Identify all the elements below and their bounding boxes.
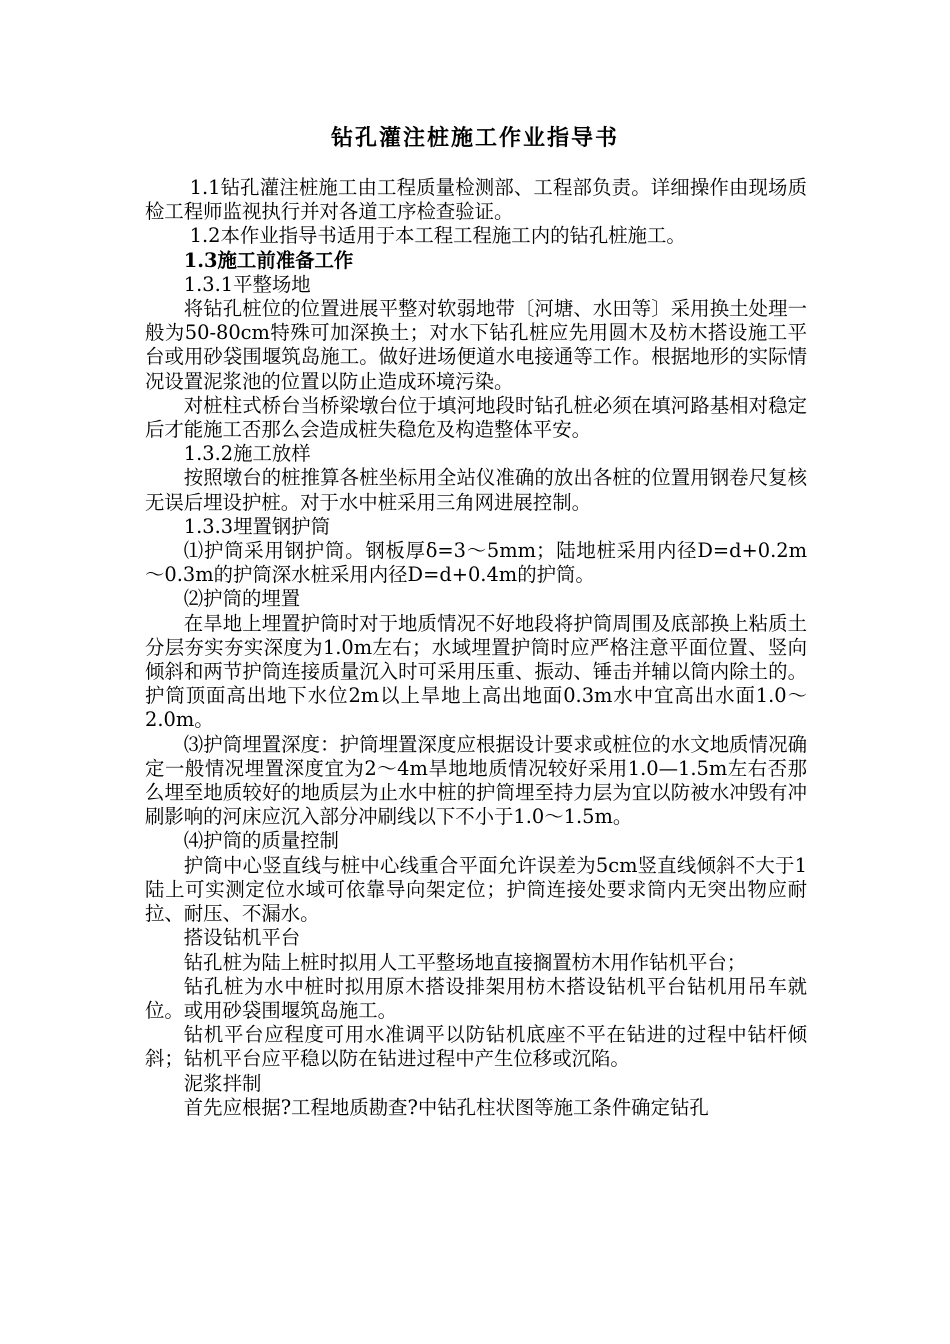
paragraph-casing-embedding: 在旱地上埋置护筒时对于地质情况不好地段将护筒周围及底部换上粘质土分层夯实夯实深度为1.0m左右；水域埋置护筒时应严格注意平面位置、竖向倾斜和两节护筒连接质量沉入时可采用压重、振动、锤击并辅以筒内除土的。护筒顶面高出地下水位2m以上旱地上高出地面0.3m水中宜高出水面1.0～2.0m。 bbox=[145, 611, 807, 732]
paragraph-1-2: 1.2本作业指导书适用于本工程工程施工内的钻孔桩施工。 bbox=[189, 224, 686, 248]
heading-1-3-3: 1.3.3埋置钢护筒 bbox=[183, 514, 331, 538]
heading-1-3: 1.3施工前准备工作 bbox=[183, 248, 354, 272]
paragraph-platform-level: 钻机平台应程度可用水准调平以防钻机底座不平在钻进的过程中钻杆倾斜；钻机平台应平稳以防在钻进过程中产生位移或沉陷。 bbox=[145, 1023, 807, 1071]
heading-casing-embedding: ⑵护筒的埋置 bbox=[183, 587, 301, 611]
paragraph-land-platform: 钻孔桩为陆上桩时拟用人工平整场地直接搁置枋木用作钻机平台； bbox=[183, 950, 747, 974]
heading-mud-mixing: 泥浆拌制 bbox=[183, 1071, 262, 1095]
paragraph-casing-quality: 护筒中心竖直线与桩中心线重合平面允许误差为5cm竖直线倾斜不大于1陆上可实测定位水域可依靠导向架定位；护筒连接处要求筒内无突出物应耐拉、耐压、不漏水。 bbox=[145, 853, 807, 926]
paragraph-abutment: 对桩柱式桥台当桥梁墩台位于填河地段时钻孔桩必须在填河路基相对稳定后才能施工否那么会造成桩失稳危及构造整体平安。 bbox=[145, 393, 807, 442]
paragraph-1-1: 1.1钻孔灌注桩施工由工程质量检测部、工程部负责。详细操作由现场质检工程师监视执行并对各道工序检查验证。 bbox=[145, 176, 807, 224]
paragraph-mud-mixing: 首先应根据?工程地质勘查?中钻孔柱状图等施工条件确定钻孔 bbox=[183, 1095, 709, 1119]
document-title: 钻孔灌注桩施工作业指导书 bbox=[330, 125, 619, 151]
heading-1-3-2: 1.3.2施工放样 bbox=[183, 442, 311, 466]
paragraph-casing-material: ⑴护筒采用钢护筒。钢板厚δ=3～5mm；陆地桩采用内径D=d+0.2m～0.3m的护筒深水桩采用内径D=d+0.4m的护筒。 bbox=[145, 539, 807, 587]
heading-1-3-1: 1.3.1平整场地 bbox=[183, 272, 311, 296]
heading-casing-quality: ⑷护筒的质量控制 bbox=[183, 829, 339, 853]
paragraph-layout: 按照墩台的桩推算各桩坐标用全站仪准确的放出各桩的位置用钢卷尺复核无误后埋设护桩。对于水中桩采用三角网进展控制。 bbox=[145, 466, 807, 514]
paragraph-water-platform: 钻孔桩为水中桩时拟用原木搭设排架用枋木搭设钻机平台钻机用吊车就位。或用砂袋围堰筑岛施工。 bbox=[145, 974, 807, 1022]
paragraph-casing-depth: ⑶护筒埋置深度：护筒埋置深度应根据设计要求或桩位的水文地质情况确定一般情况埋置深度宜为2～4m旱地地质情况较好采用1.0—1.5m左右否那么埋至地质较好的地质层为止水中桩的护筒埋至持力层为宜以防被水冲毁有冲刷影响的河床应沉入部分冲刷线以下不小于1.0～1.5m。 bbox=[145, 732, 807, 829]
heading-drill-platform: 搭设钻机平台 bbox=[183, 926, 301, 950]
document-body bbox=[145, 176, 807, 1120]
paragraph-site-leveling: 将钻孔桩位的位置进展平整对软弱地带〔河塘、水田等〕采用换土处理一般为50-80cm特殊可加深换土；对水下钻孔桩应先用圆木及枋木搭设施工平台或用砂袋围堰筑岛施工。做好进场便道水电接通等工作。根据地形的实际情况设置泥浆池的位置以防止造成环境污染。 bbox=[145, 297, 807, 393]
